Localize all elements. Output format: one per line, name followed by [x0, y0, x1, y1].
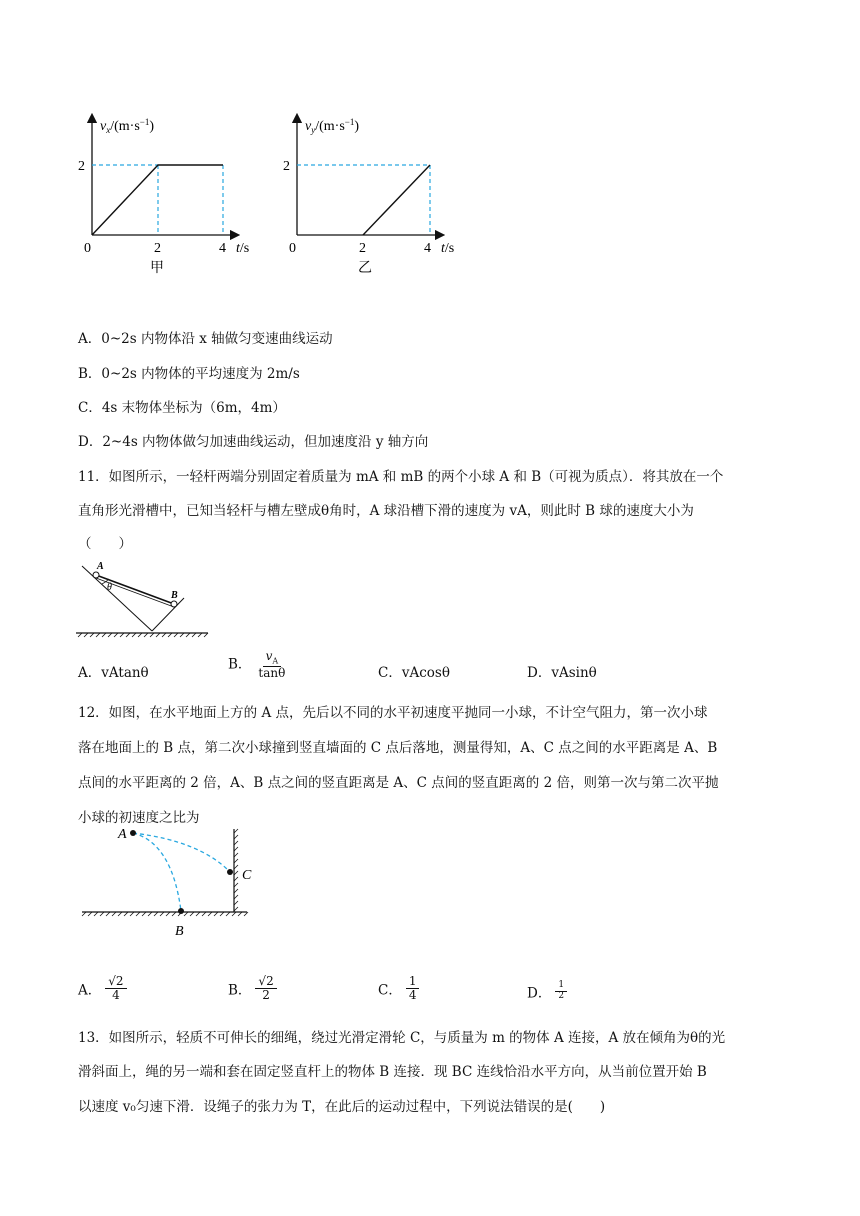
q11-figure	[74, 560, 214, 640]
q11-text-line2: 直角形光滑槽中，已知当轻杆与槽左壁成θ角时，A 球沿槽下滑的速度为 vA，则此时 B 球的速度大小为	[78, 503, 694, 519]
ball-b	[171, 601, 177, 607]
y-tick: 2	[283, 159, 290, 174]
q11-option-a: A．vAtanθ	[78, 665, 149, 681]
q13-text-line1: 13．如图所示，轻质不可伸长的细绳，绕过光滑定滑轮 C，与质量为 m 的物体 A 连接，A 放在倾角为θ的光	[78, 1030, 726, 1046]
q12-text-line1: 12．如图，在水平地面上方的 A 点，先后以不同的水平初速度平抛同一小球，不计空气阻力，第一次小球	[78, 705, 708, 721]
x-tick-2: 2	[359, 241, 366, 256]
label-c: C	[242, 868, 252, 883]
q12-option-c: C． $\frac{1}{4}$	[378, 975, 419, 1002]
label-b: B	[171, 590, 178, 601]
q12-figure	[80, 825, 260, 943]
q10-option-c: C．4s 末物体坐标为（6m，4m）	[78, 400, 286, 416]
y-tick: 2	[78, 159, 85, 174]
groove-right-wall	[152, 598, 184, 631]
q12-text-line4: 小球的初速度之比为	[78, 810, 200, 826]
x-tick-0: 0	[289, 241, 296, 256]
vy-curve	[363, 165, 430, 235]
q13-text-line2: 滑斜面上，绳的另一端和套在固定竖直杆上的物体 B 连接．现 BC 连线恰沿水平方向，从当前位置开始 B	[78, 1064, 707, 1080]
label-a: A	[118, 827, 127, 842]
x-axis-label: t/s	[236, 241, 250, 256]
q10-option-b: B．0~2s 内物体的平均速度为 2m/s	[78, 366, 300, 382]
point-b	[178, 908, 184, 914]
q11-option-d: D．vAsinθ	[527, 665, 597, 681]
q11-option-b: B． $\frac{v_A}{\tan\theta}$	[228, 649, 286, 681]
graph-caption: 乙	[358, 261, 372, 276]
label-theta: θ	[107, 582, 112, 593]
velocity-graph-y	[275, 110, 475, 280]
x-tick-4: 4	[219, 241, 226, 256]
trajectory-ab	[133, 833, 181, 911]
q12-option-a: A． $\frac{√2}{4}$	[78, 975, 127, 1002]
velocity-graph-x	[70, 110, 270, 280]
q10-option-a: A．0~2s 内物体沿 x 轴做匀变速曲线运动	[78, 331, 333, 347]
label-b: B	[175, 924, 184, 939]
q13-text-line3: 以速度 v₀匀速下滑．设绳子的张力为 T，在此后的运动过程中，下列说法错误的是( )	[78, 1099, 606, 1115]
q12-text-line2: 落在地面上的 B 点，第二次小球撞到竖直墙面的 C 点后落地，测量得知，A、C 点之间的水平距离是 A、B	[78, 740, 718, 756]
groove-left-wall	[82, 566, 152, 631]
graph-caption: 甲	[150, 261, 164, 276]
x-tick-2: 2	[154, 241, 161, 256]
q12-text-line3: 点间的水平距离的 2 倍，A、B 点之间的竖直距离是 A、C 点间的竖直距离的 2 倍，则第一次与第二次平抛	[78, 775, 719, 791]
q11-text-line1: 11．如图所示，一轻杆两端分别固定着质量为 mA 和 mB 的两个小球 A 和 B（可视为质点）．将其放在一个	[78, 469, 724, 485]
y-axis-label: $v_y/(m\cdot s^{-1})$	[305, 117, 360, 135]
q12-option-d: D． $\frac{1}{2}$	[527, 981, 567, 1002]
label-a: A	[97, 561, 104, 572]
q11-text-line3: （ ）	[78, 536, 132, 552]
y-axis-label: $v_x/(m\cdot s^{-1})$	[100, 117, 155, 135]
q10-option-d: D．2~4s 内物体做匀加速曲线运动，但加速度沿 y 轴方向	[78, 434, 429, 450]
point-c	[227, 869, 233, 875]
x-tick-4: 4	[424, 241, 431, 256]
q11-option-c: C．vAcosθ	[378, 665, 450, 681]
point-a	[130, 830, 136, 836]
x-axis-label: t/s	[441, 241, 455, 256]
q12-option-b: B． $\frac{√2}{2}$	[228, 975, 277, 1002]
ball-a	[93, 572, 99, 578]
x-tick-0: 0	[84, 241, 91, 256]
